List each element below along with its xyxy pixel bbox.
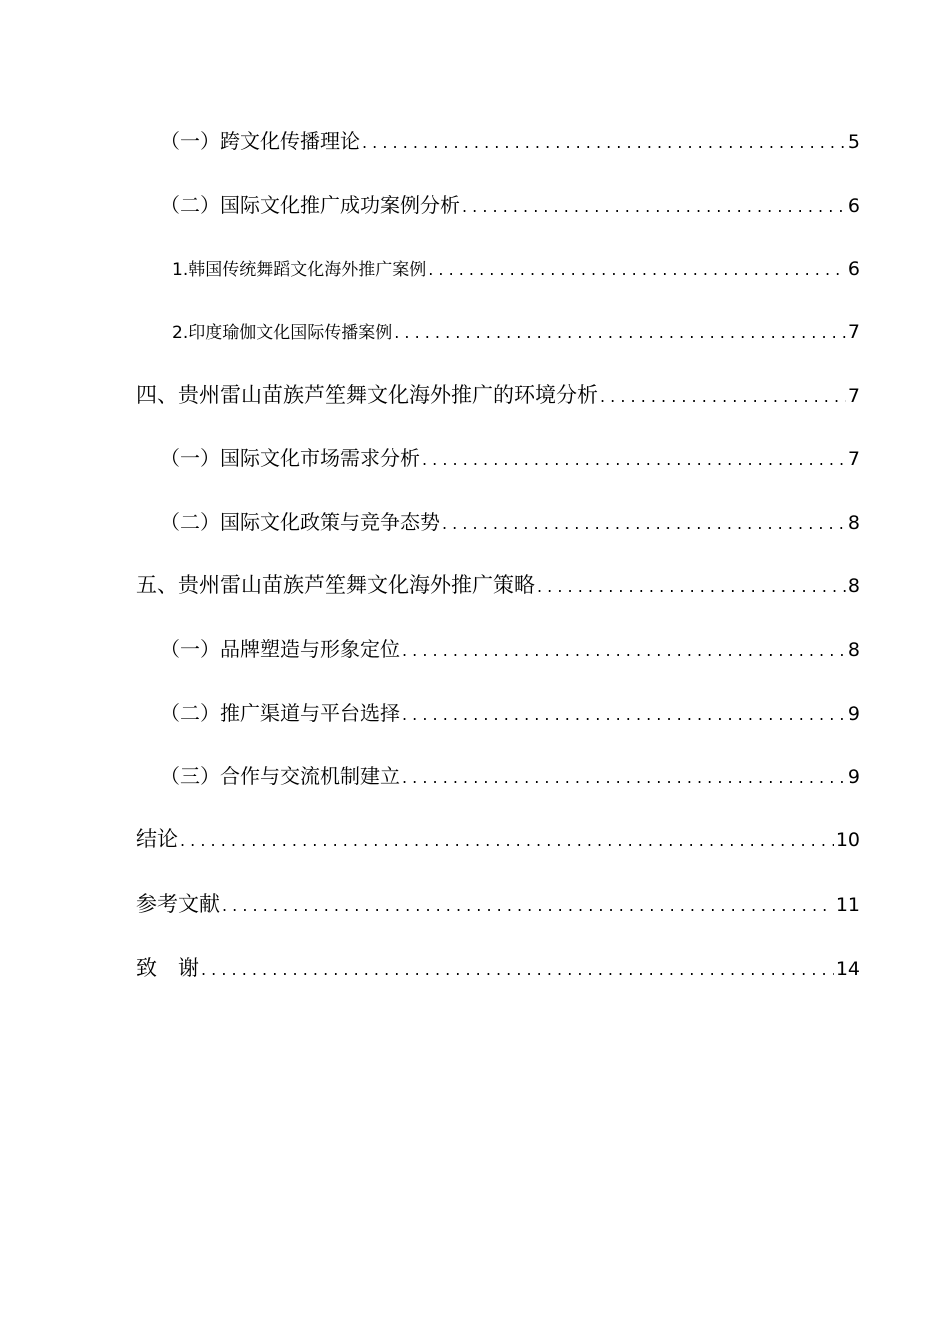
toc-entry-channels-platforms[interactable]	[160, 698, 860, 728]
toc-entry-page: 8	[847, 575, 860, 597]
dot-leader	[402, 636, 846, 666]
toc-entry-korea-case[interactable]	[172, 254, 860, 284]
toc-entry-cooperation-mechanism[interactable]	[160, 761, 860, 791]
dot-leader	[428, 255, 846, 285]
dot-leader	[402, 763, 846, 793]
dot-leader	[222, 891, 834, 921]
dot-leader	[402, 700, 846, 730]
toc-entry-title: 致 谢	[136, 956, 199, 980]
toc-entry-title: （一）国际文化市场需求分析	[160, 446, 420, 470]
dot-leader	[462, 192, 846, 222]
dot-leader	[422, 445, 846, 475]
toc-entry-title: 结论	[136, 827, 178, 851]
toc-entry-title: （一）品牌塑造与形象定位	[160, 637, 400, 661]
toc-entry-title: （二）国际文化政策与竞争态势	[160, 510, 440, 534]
toc-entry-title: 参考文献	[136, 892, 220, 916]
toc-entry-title: 2.印度瑜伽文化国际传播案例	[172, 323, 393, 343]
toc-entry-acknowledgements[interactable]	[136, 953, 860, 983]
dot-leader	[180, 826, 834, 856]
toc-entry-brand-positioning[interactable]	[160, 634, 860, 664]
toc-entry-page: 7	[847, 448, 860, 470]
toc-entry-page: 10	[835, 829, 860, 851]
toc-entry-policy-competition[interactable]	[160, 507, 860, 537]
toc-entry-title: 四、贵州雷山苗族芦笙舞文化海外推广的环境分析	[136, 383, 598, 407]
toc-entry-page: 8	[847, 639, 860, 661]
toc-entry-page: 5	[847, 131, 860, 153]
toc-entry-page: 9	[847, 703, 860, 725]
toc-entry-chapter-five[interactable]	[136, 570, 860, 600]
dot-leader	[442, 509, 846, 539]
toc-entry-page: 7	[847, 385, 860, 407]
toc-entry-title: （三）合作与交流机制建立	[160, 764, 400, 788]
toc-entry-title: （二）国际文化推广成功案例分析	[160, 193, 460, 217]
toc-entry-title: 1.韩国传统舞蹈文化海外推广案例	[172, 260, 427, 280]
dot-leader	[537, 572, 846, 602]
toc-entry-india-case[interactable]	[172, 317, 860, 347]
toc-entry-market-demand[interactable]	[160, 443, 860, 473]
toc-entry-cross-cultural-theory[interactable]	[160, 126, 860, 156]
dot-leader	[600, 382, 846, 412]
toc-entry-page: 6	[847, 258, 860, 280]
toc-entry-title: 五、贵州雷山苗族芦笙舞文化海外推广策略	[136, 573, 535, 597]
toc-entry-references[interactable]	[136, 889, 860, 919]
toc-entry-chapter-four[interactable]	[136, 380, 860, 410]
toc-entry-title: （二）推广渠道与平台选择	[160, 701, 400, 725]
toc-entry-title: （一）跨文化传播理论	[160, 129, 360, 153]
dot-leader	[394, 318, 846, 348]
toc-entry-page: 11	[835, 894, 860, 916]
toc-entry-conclusion[interactable]	[136, 824, 860, 854]
toc-entry-case-analysis[interactable]	[160, 190, 860, 220]
dot-leader	[362, 128, 846, 158]
dot-leader	[201, 955, 834, 985]
toc-entry-page: 7	[847, 321, 860, 343]
toc-entry-page: 6	[847, 195, 860, 217]
toc-entry-page: 9	[847, 766, 860, 788]
toc-entry-page: 14	[835, 958, 860, 980]
toc-entry-page: 8	[847, 512, 860, 534]
